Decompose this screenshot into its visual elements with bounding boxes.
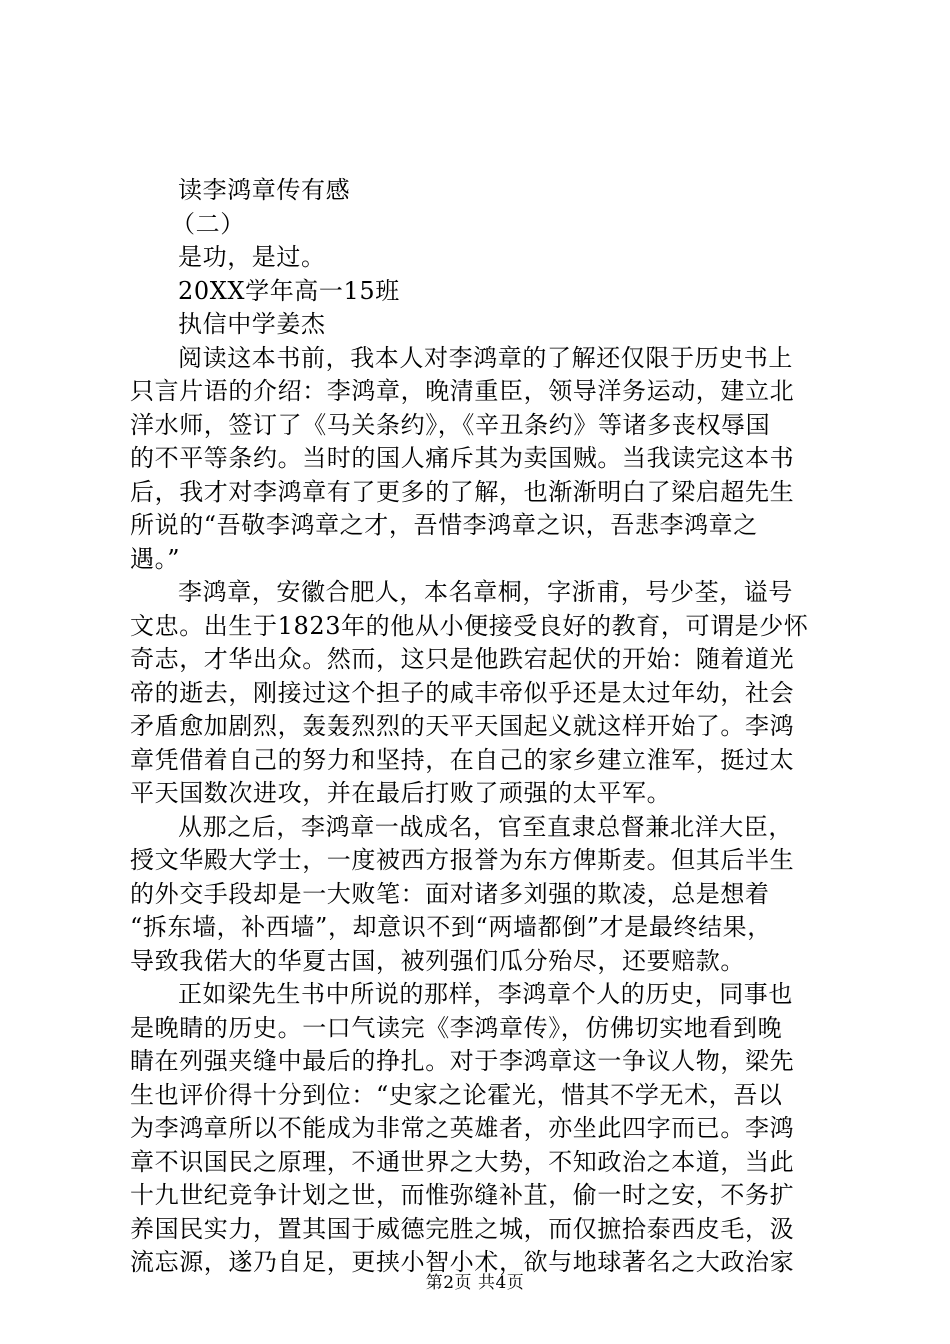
subtitle-line: （二）: [171, 209, 245, 238]
text-line: 正如梁先生书中所说的那样，李鸿章个人的历史，同事也: [178, 980, 793, 1008]
title-line: 读李鸿章传有感: [178, 176, 351, 204]
paragraph-4: [130, 978, 830, 1280]
text-line: 导致我偌大的华夏古国，被列强们瓜分殆尽，还要赔款。: [130, 946, 745, 975]
text-line: 养国民实力，置其国于威德完胜之城，而仅摭拾泰西皮毛，汲: [130, 1214, 795, 1243]
text-line: 为李鸿章所以不能成为非常之英雄者，亦坐此四字而已。李鸿: [130, 1114, 795, 1142]
text-line: “拆东墙，补西墙”，却意识不到“两墙都倒”才是最终结果，: [130, 913, 772, 941]
text-line: 章不识国民之原理，不通世界之大势，不知政治之本道，当此: [130, 1147, 795, 1176]
class-line: 20XX学年高一15班: [178, 276, 400, 305]
text-line: 奇志，才华出众。然而，这只是他跌宕起伏的开始：随着道光: [130, 645, 795, 673]
document-body: [130, 174, 830, 1280]
text-line: 李鸿章，安徽合肥人，本名章桐，字浙甫，号少荃，谥号: [178, 578, 793, 606]
text-line: 章凭借着自己的努力和坚持，在自己的家乡建立淮军，挺过太: [130, 745, 795, 774]
author-line: 执信中学姜杰: [178, 310, 326, 338]
text-line: 平天国数次进攻，并在最后打败了顽强的太平军。: [130, 779, 672, 807]
text-line: 的外交手段却是一大败笔：面对诸多刘强的欺凌，总是想着: [130, 879, 770, 908]
text-line: 流忘源，遂乃自足，更挟小智小术，欲与地球著名之大政治家: [130, 1248, 795, 1276]
text-line: 从那之后，李鸿章一战成名，官至直隶总督兼北洋大臣，: [178, 812, 793, 841]
text-line: 十九世纪竞争计划之世，而惟弥缝补苴，偷一时之安，不务扩: [130, 1181, 795, 1209]
text-line: 阅读这本书前，我本人对李鸿章的了解还仅限于历史书上: [178, 343, 793, 372]
text-line: 生也评价得十分到位：“史家之论霍光，惜其不学无术，吾以: [130, 1080, 783, 1109]
text-line: 睛在列强夹缝中最后的挣扎。对于李鸿章这一争议人物，梁先: [130, 1047, 795, 1075]
text-line: 遇。”: [130, 544, 181, 573]
page-number-footer: 第2页 共4页: [425, 1273, 525, 1293]
tagline: 是功，是过。: [178, 243, 326, 271]
text-line: 所说的“吾敬李鸿章之才，吾惜李鸿章之识，吾悲李鸿章之: [130, 511, 758, 539]
text-line: 矛盾愈加剧烈，轰轰烈烈的天平天国起义就这样开始了。李鸿: [130, 712, 795, 740]
paragraph-2: [130, 576, 830, 811]
text-line: 只言片语的介绍：李鸿章，晚清重臣，领导洋务运动，建立北: [130, 377, 795, 405]
text-line: 的不平等条约。当时的国人痛斥其为卖国贼。当我读完这本书: [130, 444, 795, 472]
text-line: 洋水师，签订了《马关条约》，《辛丑条约》等诸多丧权辱国: [130, 410, 771, 439]
text-line: 帝的逝去，刚接过这个担子的咸丰帝似乎还是太过年幼，社会: [130, 678, 795, 707]
text-line: 文忠。出生于1823年的他从小便接受良好的教育，可谓是少怀: [130, 611, 809, 640]
paragraph-3: [130, 811, 830, 979]
text-line: 是晚睛的历史。一口气读完《李鸿章传》，仿佛切实地看到晚: [130, 1013, 783, 1042]
text-line: 授文华殿大学士，一度被西方报誉为东方俾斯麦。但其后半生: [130, 846, 795, 874]
paragraph-1: [130, 342, 830, 577]
text-line: 后，我才对李鸿章有了更多的了解，也渐渐明白了梁启超先生: [130, 477, 795, 506]
